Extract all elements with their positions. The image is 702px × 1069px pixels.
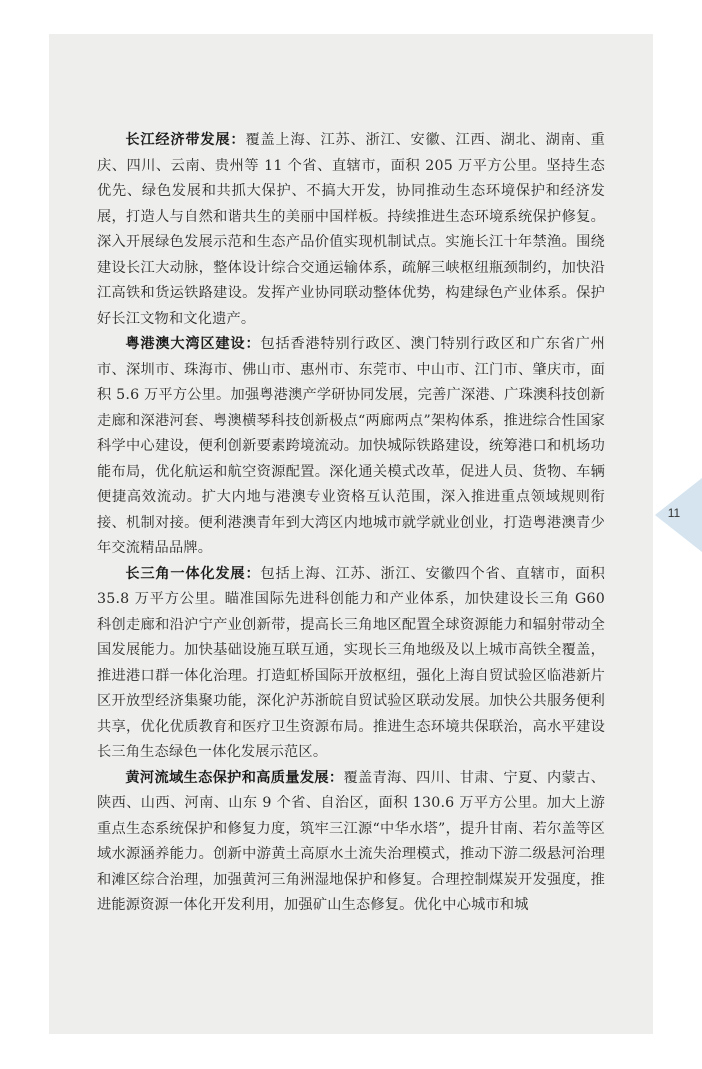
paragraph-text: 包括上海、江苏、浙江、安徽四个省、直辖市，面积 35.8 万平方公里。瞄准国际先进科创能力和产业体系，加快建设长三角 G60 科创走廊和沿沪宁产业创新带，提高长三角地区配置全球资源能力和辐射带动全国发展能力。加快基础设施互联互通，实现长三角地级及以上城市高铁全覆盖，推进港口群一体化治理。打造虹桥国际开放枢纽，强化上海自贸试验区临港新片区开放型经济集聚功能，深化沪苏浙皖自贸试验区联动发展。加快公共服务便利共享，优化优质教育和医疗卫生资源布局。推进生态环境共保联治，高水平建设长三角生态绿色一体化发展示范区。	[97, 565, 605, 760]
paragraph-yangtze-delta	[97, 562, 605, 766]
paragraph-yangtze-economic-belt	[97, 128, 605, 332]
paragraph-heading: 粤港澳大湾区建设：	[125, 336, 261, 352]
paragraph-heading: 长三角一体化发展：	[125, 565, 261, 582]
paragraph-text: 覆盖上海、江苏、浙江、安徽、江西、湖北、湖南、重庆、四川、云南、贵州等 11 个省、直辖市，面积 205 万平方公里。坚持生态优先、绿色发展和共抓大保护、不搞大开发，协同推动生态环境保护和经济发展，打造人与自然和谐共生的美丽中国样板。持续推进生态环境系统保护修复。深入开展绿色发展示范和生态产品价值实现机制试点。实施长江十年禁渔。围绕建设长江大动脉，整体设计综合交通运输体系，疏解三峡枢纽瓶颈制约，加快沿江高铁和货运铁路建设。发挥产业协同联动整体优势，构建绿色产业体系。保护好长江文物和文化遗产。	[97, 132, 605, 327]
paragraph-text: 覆盖青海、四川、甘肃、宁夏、内蒙古、陕西、山西、河南、山东 9 个省、自治区，面积 130.6 万平方公里。加大上游重点生态系统保护和修复力度，筑牢三江源“中华水塔”，提升甘南、若尔盖等区域水源涵养能力。创新中游黄土高原水土流失治理模式，推动下游二级悬河治理和滩区综合治理，加强黄河三角洲湿地保护和修复。合理控制煤炭开发强度，推进能源资源一体化开发利用，加强矿山生态修复。优化中心城市和城	[97, 769, 605, 913]
document-body	[97, 128, 605, 919]
paragraph-text: 包括香港特别行政区、澳门特别行政区和广东省广州市、深圳市、珠海市、佛山市、惠州市、东莞市、中山市、江门市、肇庆市，面积 5.6 万平方公里。加强粤港澳产学研协同发展，完善广深港、广珠澳科技创新走廊和深港河套、粤澳横琴科技创新极点“两廊两点”架构体系，推进综合性国家科学中心建设，便利创新要素跨境流动。加快城际铁路建设，统筹港口和机场功能布局，优化航运和航空资源配置。深化通关模式改革，促进人员、货物、车辆便捷高效流动。扩大内地与港澳专业资格互认范围，深入推进重点领域规则衔接、机制对接。便利港澳青年到大湾区内地城市就学就业创业，打造粤港澳青少年交流精品品牌。	[97, 336, 605, 556]
paragraph-yellow-river	[97, 766, 605, 919]
paragraph-heading: 长江经济带发展：	[125, 132, 246, 148]
paragraph-heading: 黄河流域生态保护和高质量发展：	[125, 769, 344, 786]
paragraph-greater-bay-area	[97, 332, 605, 562]
page-number: 11	[667, 506, 681, 520]
